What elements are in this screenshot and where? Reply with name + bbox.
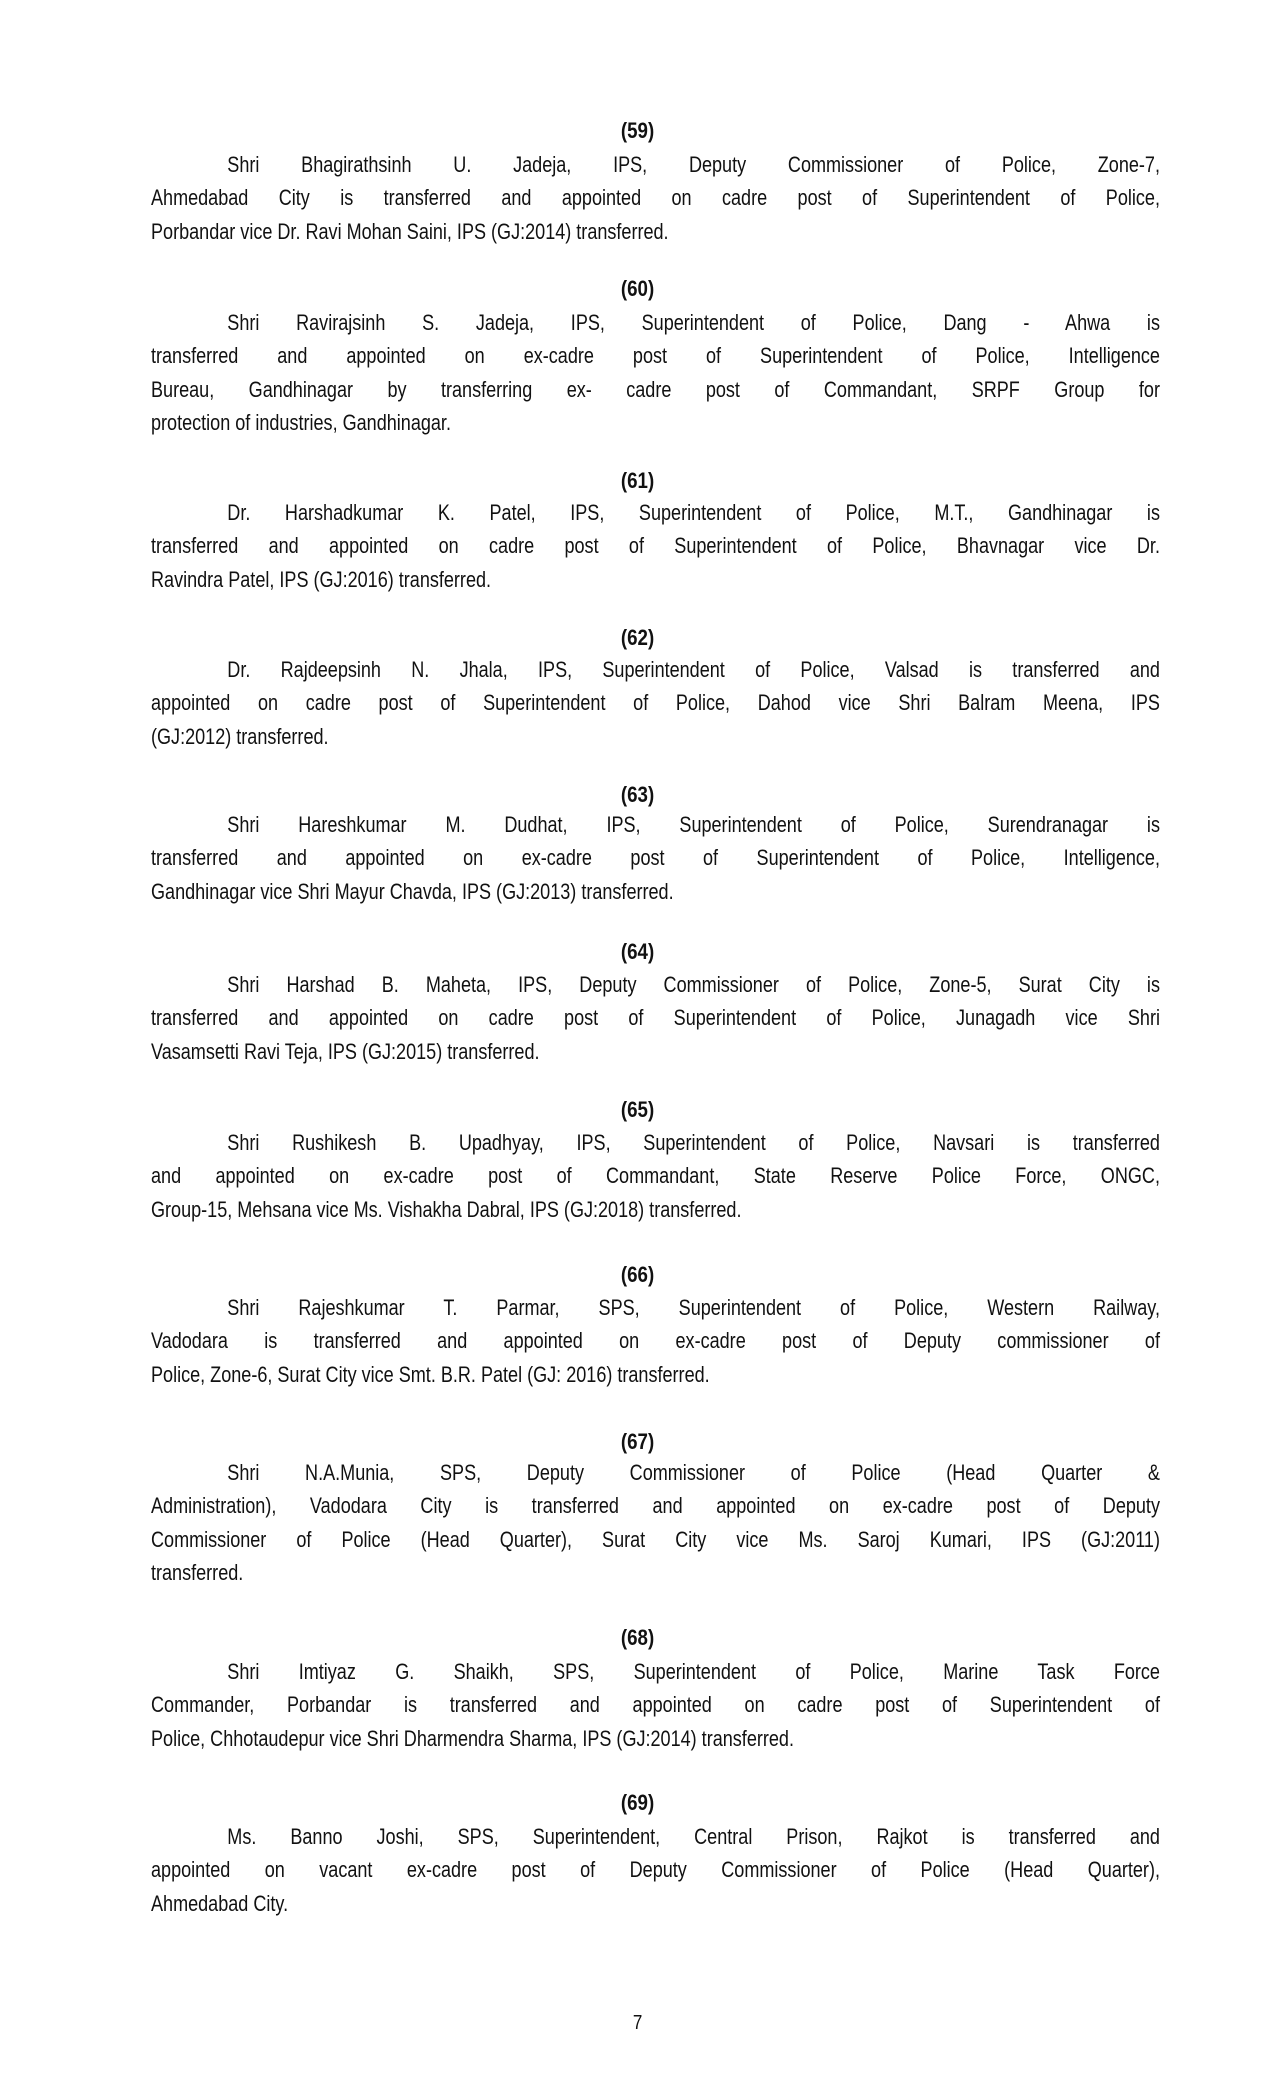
paragraph-line: Shri Imtiyaz G. Shaikh, SPS, Superintendent of Police, Marine Task Force — [227, 1659, 1160, 1684]
paragraph-line: Porbandar vice Dr. Ravi Mohan Saini, IPS (GJ:2014) transferred. — [151, 218, 669, 244]
paragraph-line: transferred and appointed on cadre post of Superintendent of Police, Junagadh vice Shri — [151, 1005, 1160, 1031]
order-paragraph — [151, 310, 1160, 443]
paragraph-line: transferred and appointed on ex-cadre post of Superintendent of Police, Intelligence — [151, 343, 1160, 369]
order-number: (69) — [620, 1790, 655, 1815]
paragraph-line: Shri N.A.Munia, SPS, Deputy Commissioner of Police (Head Quarter & — [227, 1460, 1160, 1485]
order-number: (59) — [620, 118, 655, 143]
paragraph-line: Group-15, Mehsana vice Ms. Vishakha Dabral, IPS (GJ:2018) transferred. — [151, 1196, 742, 1222]
paragraph-line: and appointed on ex-cadre post of Commandant, State Reserve Police Force, ONGC, — [151, 1163, 1160, 1189]
order-paragraph — [151, 1295, 1160, 1395]
order-number: (60) — [620, 276, 655, 301]
order-paragraph — [151, 1130, 1160, 1230]
order-paragraph — [151, 500, 1160, 600]
paragraph-line: Ravindra Patel, IPS (GJ:2016) transferred. — [151, 566, 492, 592]
paragraph-line: transferred and appointed on ex-cadre post of Superintendent of Police, Intelligence, — [151, 845, 1160, 871]
order-paragraph — [151, 972, 1160, 1072]
order-paragraph — [151, 1659, 1160, 1759]
order-paragraph — [151, 657, 1160, 757]
order-number: (64) — [620, 939, 655, 964]
paragraph-line: Police, Chhotaudepur vice Shri Dharmendra Sharma, IPS (GJ:2014) transferred. — [151, 1725, 794, 1751]
paragraph-line: Dr. Harshadkumar K. Patel, IPS, Superintendent of Police, M.T., Gandhinagar is — [227, 500, 1160, 525]
paragraph-line: Dr. Rajdeepsinh N. Jhala, IPS, Superintendent of Police, Valsad is transferred and — [227, 657, 1160, 682]
paragraph-line: Commander, Porbandar is transferred and appointed on cadre post of Superintendent of — [151, 1692, 1160, 1718]
paragraph-line: Ahmedabad City is transferred and appointed on cadre post of Superintendent of Police, — [151, 185, 1160, 211]
paragraph-line: Gandhinagar vice Shri Mayur Chavda, IPS (GJ:2013) transferred. — [151, 878, 674, 904]
paragraph-line: Shri Harshad B. Maheta, IPS, Deputy Commissioner of Police, Zone-5, Surat City is — [227, 972, 1160, 997]
order-number: (61) — [620, 468, 655, 493]
paragraph-line: Shri Rushikesh B. Upadhyay, IPS, Superintendent of Police, Navsari is transferred — [227, 1130, 1160, 1155]
paragraph-line: Shri Rajeshkumar T. Parmar, SPS, Superintendent of Police, Western Railway, — [227, 1295, 1160, 1320]
paragraph-line: Shri Hareshkumar M. Dudhat, IPS, Superintendent of Police, Surendranagar is — [227, 812, 1160, 837]
page-number: 7 — [632, 2012, 643, 2034]
paragraph-line: Vadodara is transferred and appointed on ex-cadre post of Deputy commissioner of — [151, 1328, 1160, 1354]
order-number: (68) — [620, 1625, 655, 1650]
paragraph-line: Shri Ravirajsinh S. Jadeja, IPS, Superintendent of Police, Dang - Ahwa is — [227, 310, 1160, 335]
paragraph-line: appointed on cadre post of Superintendent of Police, Dahod vice Shri Balram Meena, IPS — [151, 690, 1160, 716]
paragraph-line: transferred. — [151, 1559, 244, 1585]
paragraph-line: Bureau, Gandhinagar by transferring ex- cadre post of Commandant, SRPF Group for — [151, 376, 1160, 402]
order-paragraph — [151, 1460, 1160, 1593]
paragraph-line: Shri Bhagirathsinh U. Jadeja, IPS, Deputy Commissioner of Police, Zone-7, — [227, 152, 1160, 177]
paragraph-line: (GJ:2012) transferred. — [151, 723, 329, 749]
paragraph-line: Ms. Banno Joshi, SPS, Superintendent, Central Prison, Rajkot is transferred and — [227, 1824, 1160, 1849]
paragraph-line: Ahmedabad City. — [151, 1890, 289, 1916]
paragraph-line: Police, Zone-6, Surat City vice Smt. B.R. Patel (GJ: 2016) transferred. — [151, 1361, 710, 1387]
paragraph-line: Administration), Vadodara City is transferred and appointed on ex-cadre post of Deputy — [151, 1493, 1160, 1519]
order-number: (63) — [620, 782, 655, 807]
paragraph-line: Commissioner of Police (Head Quarter), Surat City vice Ms. Saroj Kumari, IPS (GJ:2011) — [151, 1526, 1160, 1552]
paragraph-line: Vasamsetti Ravi Teja, IPS (GJ:2015) transferred. — [151, 1038, 540, 1064]
paragraph-line: protection of industries, Gandhinagar. — [151, 409, 451, 435]
order-paragraph — [151, 812, 1160, 912]
order-number: (62) — [620, 625, 655, 650]
paragraph-line: appointed on vacant ex-cadre post of Deputy Commissioner of Police (Head Quarter), — [151, 1857, 1160, 1883]
order-paragraph — [151, 1824, 1160, 1924]
order-number: (65) — [620, 1097, 655, 1122]
paragraph-line: transferred and appointed on cadre post of Superintendent of Police, Bhavnagar vice Dr. — [151, 533, 1160, 559]
order-number: (67) — [620, 1429, 655, 1454]
order-number: (66) — [620, 1262, 655, 1287]
order-paragraph — [151, 152, 1160, 252]
